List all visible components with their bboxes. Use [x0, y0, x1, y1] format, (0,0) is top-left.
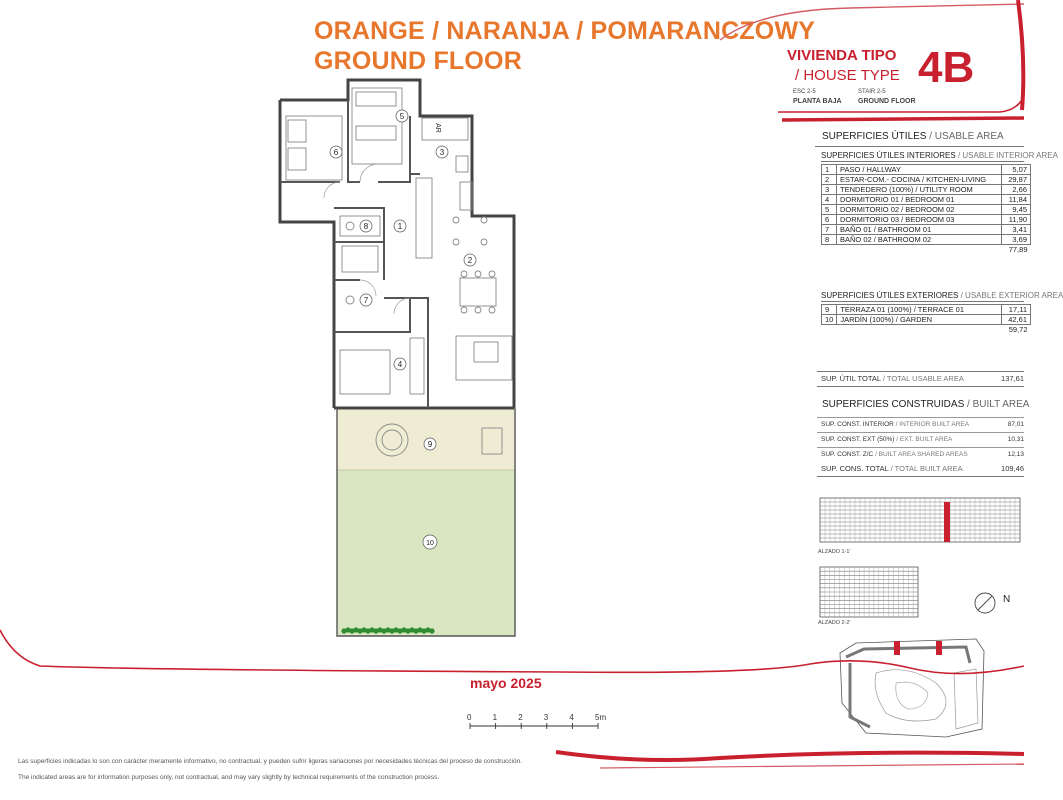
- room-9-badge: [424, 438, 436, 450]
- built-row-sublabel: / EXT. BUILT AREA: [894, 436, 953, 443]
- row-value: 42,61: [1002, 315, 1031, 325]
- room-3-badge: [436, 146, 448, 158]
- row-label: DORMITORIO 03 / BEDROOM 03: [837, 215, 1002, 225]
- built-row-value: 87,01: [1007, 421, 1024, 428]
- row-label: DORMITORIO 02 / BEDROOM 02: [837, 205, 1002, 215]
- row-number: 6: [822, 215, 837, 225]
- row-label: TENDEDERO (100%) / UTILITY ROOM: [837, 185, 1002, 195]
- interior-area-row: [822, 185, 1031, 195]
- row-value: 3,41: [1002, 225, 1031, 235]
- svg-text:8: 8: [363, 222, 369, 231]
- scale-tick-label: 2: [518, 713, 523, 722]
- subtotal-value: 59,72: [1008, 325, 1028, 334]
- room-7-badge: [360, 294, 372, 306]
- disclaimer-en: The indicated areas are for information purposes only, not contractual, and may vary slightly by technical requirements of the construction process.: [18, 774, 440, 781]
- exterior-area-row: [822, 315, 1031, 325]
- interior-area-row: [822, 235, 1031, 245]
- svg-text:10: 10: [426, 540, 434, 547]
- north-label: N: [1003, 594, 1011, 605]
- built-row-value: 12,13: [1007, 451, 1024, 458]
- interior-area-row: [822, 195, 1031, 205]
- svg-text:6: 6: [333, 148, 339, 157]
- divider: [815, 146, 1024, 147]
- scale-tick-label: 0: [467, 713, 472, 722]
- row-label: ESTAR-COM.- COCINA / KITCHEN-LIVING: [837, 175, 1002, 185]
- interior-area-total-row: [822, 245, 1031, 255]
- house-type-code: 4B: [918, 43, 975, 92]
- floor-plan: [260, 70, 540, 642]
- scale-tick-label: 4: [569, 713, 574, 722]
- header-curve-decoration: [700, 0, 1024, 130]
- interior-area-header: SUPERFICIES ÚTILES INTERIORES / USABLE INTERIOR AREA: [821, 151, 1058, 160]
- built-row-value: 10,31: [1007, 436, 1024, 443]
- built-row-label: SUP. CONST. EXT (50%): [821, 436, 895, 443]
- svg-text:2: 2: [467, 256, 473, 265]
- svg-text:9: 9: [427, 440, 433, 449]
- row-number: 1: [822, 165, 837, 175]
- row-value: 29,87: [1002, 175, 1031, 185]
- row-label: JARDÍN (100%) / GARDEN: [837, 315, 1002, 325]
- scale-tick-label: 5m: [595, 713, 607, 722]
- row-label: TERRAZA 01 (100%) / TERRACE 01: [837, 305, 1002, 315]
- interior-area-row: [822, 175, 1031, 185]
- row-value: 2,66: [1002, 185, 1031, 195]
- svg-text:7: 7: [363, 296, 369, 305]
- row-label: DORMITORIO 01 / BEDROOM 01: [837, 195, 1002, 205]
- svg-text:5: 5: [399, 112, 405, 121]
- built-area-row: [817, 447, 1024, 462]
- built-area-table: [817, 417, 1024, 477]
- row-number: 10: [822, 315, 837, 325]
- interior-area-row: [822, 165, 1031, 175]
- row-number: 5: [822, 205, 837, 215]
- scale-tick-label: 1: [492, 713, 498, 722]
- exterior-area-total-row: [822, 325, 1031, 335]
- built-row-label: SUP. CONST. Z/C: [821, 451, 874, 458]
- issue-date: mayo 2025: [470, 675, 542, 691]
- built-row-label: SUP. CONST. INTERIOR: [821, 421, 894, 428]
- row-value: 3,69: [1002, 235, 1031, 245]
- ar-label: AR: [434, 123, 441, 133]
- exterior-area-table: [821, 291, 1063, 334]
- row-number: 9: [822, 305, 837, 315]
- svg-text:3: 3: [439, 148, 445, 157]
- plan-subtitle: GROUND FLOOR: [314, 47, 522, 75]
- row-value: 11,90: [1002, 215, 1031, 225]
- house-type-label: / HOUSE TYPE: [795, 67, 900, 84]
- stair-label: STAIR 2-5 GROUND FLOOR: [858, 89, 916, 105]
- room-10-badge: [423, 535, 437, 549]
- terrace-area: [337, 408, 515, 470]
- svg-text:1: 1: [397, 222, 403, 231]
- row-label: BAÑO 01 / BATHROOM 01: [837, 225, 1002, 235]
- disclaimer-es: Las superficies indicadas lo son con carácter meramente informativo, no contractual, y pueden sufrir ligeras variaciones por necesidades técnicas del proceso de construcción.: [18, 758, 523, 765]
- built-row-sublabel: / BUILT AREA SHARED AREAS: [873, 451, 968, 458]
- interior-area-row: [822, 205, 1031, 215]
- vivienda-tipo-label: VIVIENDA TIPO: [787, 47, 897, 64]
- row-number: 3: [822, 185, 837, 195]
- row-value: 17,11: [1002, 305, 1031, 315]
- room-1-badge: [394, 220, 406, 232]
- built-area-row: [817, 417, 1024, 432]
- row-number: 7: [822, 225, 837, 235]
- plan-title: ORANGE / NARANJA / POMARANCZOWY: [314, 17, 816, 45]
- row-value: 11,84: [1002, 195, 1031, 205]
- room-4-badge: [394, 358, 406, 370]
- room-2-badge: [464, 254, 476, 266]
- row-number: 2: [822, 175, 837, 185]
- alzado-1-label: ALZADO 1-1': [818, 549, 851, 555]
- row-number: 4: [822, 195, 837, 205]
- row-value: 9,45: [1002, 205, 1031, 215]
- total-usable-row: SUP. ÚTIL TOTAL / TOTAL USABLE AREA 137,61: [817, 371, 1024, 387]
- scale-tick-label: 3: [543, 713, 549, 722]
- room-5-badge: [396, 110, 408, 122]
- scale-bar: [466, 713, 626, 727]
- room-8-badge: [360, 220, 372, 232]
- interior-area-table: [821, 151, 1058, 254]
- room-6-badge: [330, 146, 342, 158]
- row-value: 5,07: [1002, 165, 1031, 175]
- exterior-area-row: [822, 305, 1031, 315]
- total-built-row: SUP. CONS. TOTAL / TOTAL BUILT AREA 109,46: [817, 462, 1024, 477]
- usable-area-title: SUPERFICIES ÚTILES / USABLE AREA: [822, 131, 1004, 142]
- built-area-row: [817, 432, 1024, 447]
- interior-area-row: [822, 215, 1031, 225]
- subtotal-value: 77,89: [1008, 245, 1028, 254]
- row-number: 8: [822, 235, 837, 245]
- esc-label: ESC 2-5 PLANTA BAJA: [793, 89, 842, 105]
- exterior-area-header: SUPERFICIES ÚTILES EXTERIORES / USABLE EXTERIOR AREA: [821, 291, 1063, 300]
- built-area-title: SUPERFICIES CONSTRUIDAS / BUILT AREA: [822, 399, 1030, 410]
- row-label: BAÑO 02 / BATHROOM 02: [837, 235, 1002, 245]
- elevation-1-drawing: [818, 494, 1024, 550]
- svg-text:4: 4: [397, 360, 403, 369]
- alzado-2-label: ALZADO 2-2': [818, 620, 851, 626]
- interior-area-row: [822, 225, 1031, 235]
- footer-curve-decoration: [0, 600, 1024, 800]
- built-row-sublabel: / INTERIOR BUILT AREA: [893, 421, 970, 428]
- row-label: PASO / HALLWAY: [837, 165, 1002, 175]
